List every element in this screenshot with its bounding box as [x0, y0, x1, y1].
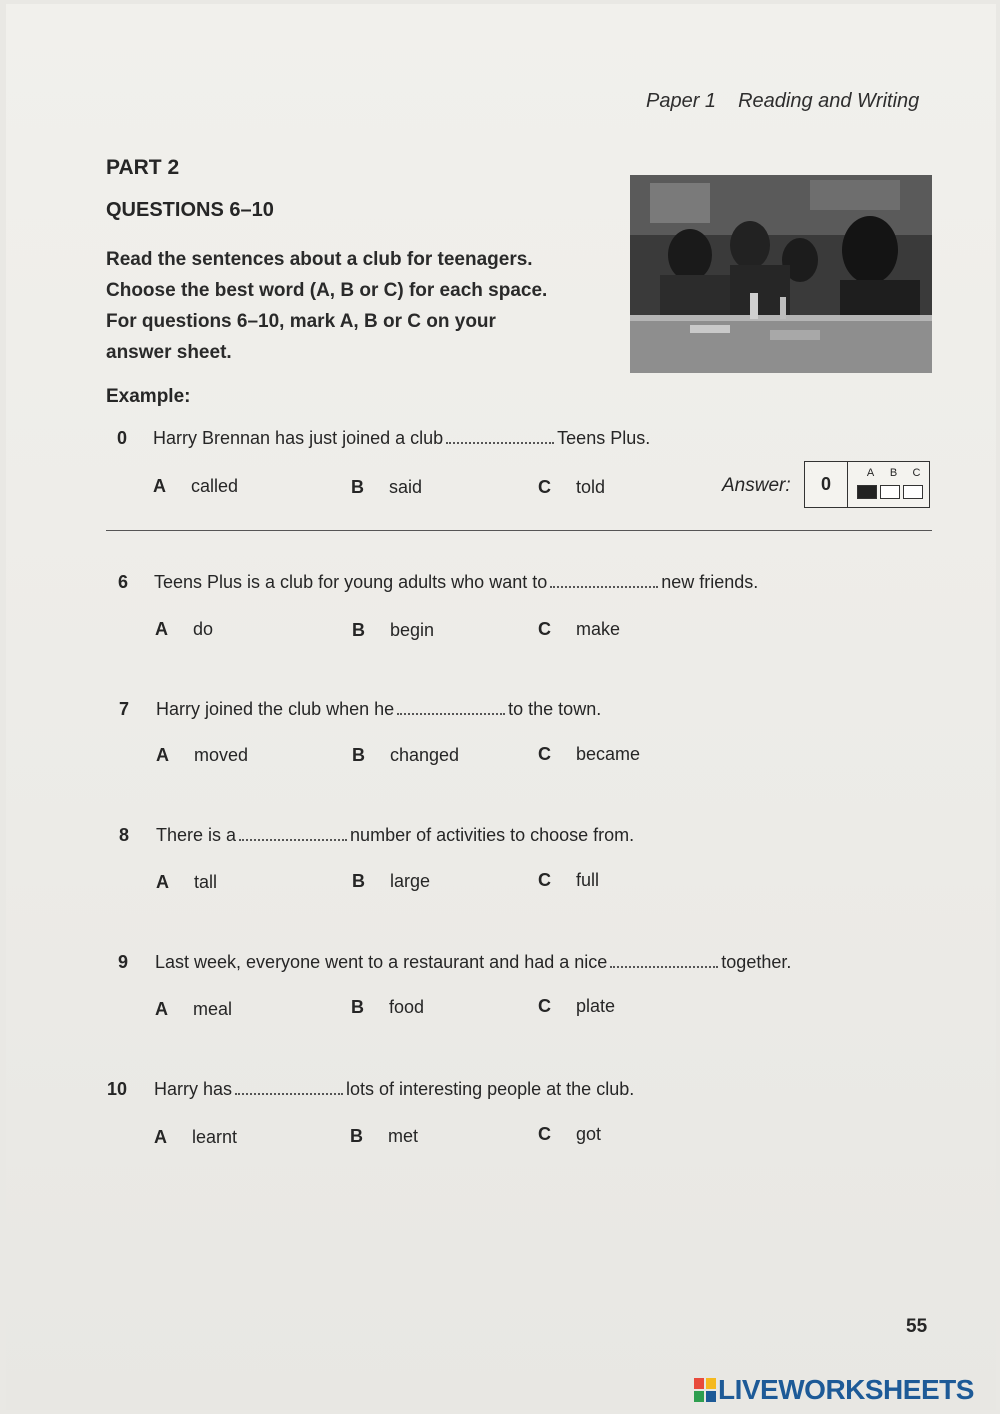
option-text: changed	[390, 745, 460, 765]
question-text-after: to the town.	[508, 699, 602, 719]
question-text-before: Last week, everyone went to a restaurant and had a nice	[155, 952, 608, 972]
question-8-option-a[interactable]	[156, 872, 217, 893]
question-number: 9	[118, 952, 129, 972]
instruction-line: Read the sentences about a club for teenagers.	[106, 249, 533, 270]
brand-name: LIVEWORKSHEETS	[718, 1374, 974, 1405]
option-text: meal	[193, 999, 233, 1019]
question-text-before: Harry Brennan has just joined a club	[153, 428, 444, 448]
question-9-option-a[interactable]	[155, 999, 232, 1020]
question-6-option-b[interactable]	[352, 620, 434, 641]
question-8-option-b[interactable]	[352, 871, 430, 892]
question-6-option-a[interactable]	[155, 619, 213, 640]
option-text: learnt	[192, 1127, 238, 1147]
section-label: Reading and Writing	[738, 90, 920, 112]
option-letter: C	[538, 744, 551, 764]
option-letter: A	[154, 1127, 167, 1147]
liveworksheets-logo[interactable]	[694, 1374, 974, 1409]
question-text-before: Harry has	[154, 1079, 233, 1099]
option-letter: A	[155, 999, 168, 1019]
option-letter: B	[351, 997, 364, 1017]
page-number: 55	[906, 1316, 928, 1337]
option-letter: C	[538, 870, 551, 890]
question-text	[156, 699, 601, 720]
option-text: moved	[194, 745, 249, 765]
question-10-option-c[interactable]	[538, 1124, 601, 1145]
club-photo	[630, 175, 932, 373]
option-text: called	[191, 476, 239, 496]
question-text-after: Teens Plus.	[557, 428, 651, 448]
question-9-option-b[interactable]	[351, 997, 424, 1018]
answer-grid-letter: B	[889, 467, 898, 479]
option-text: begin	[390, 620, 435, 640]
option-text: full	[576, 870, 600, 890]
answer-blank[interactable]	[610, 962, 718, 968]
option-text: large	[390, 871, 431, 891]
option-letter: A	[156, 872, 169, 892]
option-text: met	[388, 1126, 419, 1146]
option-text: became	[576, 744, 641, 764]
option-letter: C	[538, 1124, 551, 1144]
option-text: do	[193, 619, 214, 639]
question-text	[156, 825, 634, 846]
option-letter: C	[538, 477, 551, 497]
question-text	[155, 952, 791, 973]
question-text-after: lots of interesting people at the club.	[346, 1079, 635, 1099]
question-text-before: Teens Plus is a club for young adults who want to	[154, 572, 548, 592]
option-letter: B	[352, 871, 365, 891]
part-title: PART 2	[106, 156, 180, 179]
question-number: 10	[107, 1079, 128, 1099]
option-text: tall	[194, 872, 218, 892]
answer-blank[interactable]	[397, 709, 505, 715]
question-7-option-b[interactable]	[352, 745, 459, 766]
question-text-before: There is a	[156, 825, 237, 845]
option-text: said	[389, 477, 423, 497]
option-text: food	[389, 997, 425, 1017]
question-6-option-c[interactable]	[538, 619, 620, 640]
question-10-option-a[interactable]	[154, 1127, 237, 1148]
example-option-a	[153, 476, 238, 497]
question-text-after: together.	[721, 952, 792, 972]
question-7-option-c[interactable]	[538, 744, 640, 765]
question-9-option-c[interactable]	[538, 996, 615, 1017]
question-text	[153, 428, 650, 449]
question-text-after: new friends.	[661, 572, 759, 592]
option-letter: B	[350, 1126, 363, 1146]
example-option-c	[538, 477, 605, 498]
option-text: got	[576, 1124, 602, 1144]
question-text	[154, 572, 758, 593]
question-text-before: Harry joined the club when he	[156, 699, 395, 719]
answer-grid-letters	[859, 467, 928, 479]
instruction-line: Choose the best word (A, B or C) for each space.	[106, 280, 548, 301]
answer-label: Answer:	[722, 475, 791, 496]
page-header	[646, 90, 919, 113]
option-letter: C	[538, 619, 551, 639]
option-letter: B	[352, 620, 365, 640]
option-letter: A	[153, 476, 166, 496]
option-letter: A	[155, 619, 168, 639]
question-number: 8	[119, 825, 130, 845]
option-letter: B	[352, 745, 365, 765]
answer-blank[interactable]	[550, 582, 658, 588]
option-letter: C	[538, 996, 551, 1016]
option-text: plate	[576, 996, 616, 1016]
example-label: Example:	[106, 386, 191, 407]
instruction-line: For questions 6–10, mark A, B or C on your	[106, 311, 496, 332]
question-7-option-a[interactable]	[156, 745, 248, 766]
example-option-b	[351, 477, 422, 498]
option-letter: B	[351, 477, 364, 497]
answer-grid	[804, 461, 930, 508]
answer-box-b	[880, 485, 900, 499]
paper-label: Paper 1	[646, 90, 717, 112]
instruction-line: answer sheet.	[106, 342, 232, 363]
questions-range-title: QUESTIONS 6–10	[106, 199, 274, 221]
option-text: make	[576, 619, 621, 639]
answer-box-a-filled	[857, 485, 877, 499]
question-number: 7	[119, 699, 130, 719]
question-text-after: number of activities to choose from.	[350, 825, 635, 845]
answer-grid-boxes	[857, 485, 926, 504]
answer-blank[interactable]	[239, 835, 347, 841]
answer-blank	[446, 438, 554, 444]
section-divider	[106, 530, 932, 531]
answer-grid-letter: C	[912, 467, 921, 479]
answer-grid-number: 0	[805, 462, 848, 507]
question-number: 6	[118, 572, 129, 592]
answer-box-c	[903, 485, 923, 499]
answer-grid-letter: A	[866, 467, 875, 479]
question-10-option-b[interactable]	[350, 1126, 418, 1147]
question-8-option-c[interactable]	[538, 870, 599, 891]
liveworksheets-icon	[694, 1377, 716, 1409]
option-text: told	[576, 477, 606, 497]
instructions	[106, 244, 596, 368]
answer-blank[interactable]	[235, 1089, 343, 1095]
option-letter: A	[156, 745, 169, 765]
question-text	[154, 1079, 634, 1100]
question-number: 0	[117, 428, 128, 448]
